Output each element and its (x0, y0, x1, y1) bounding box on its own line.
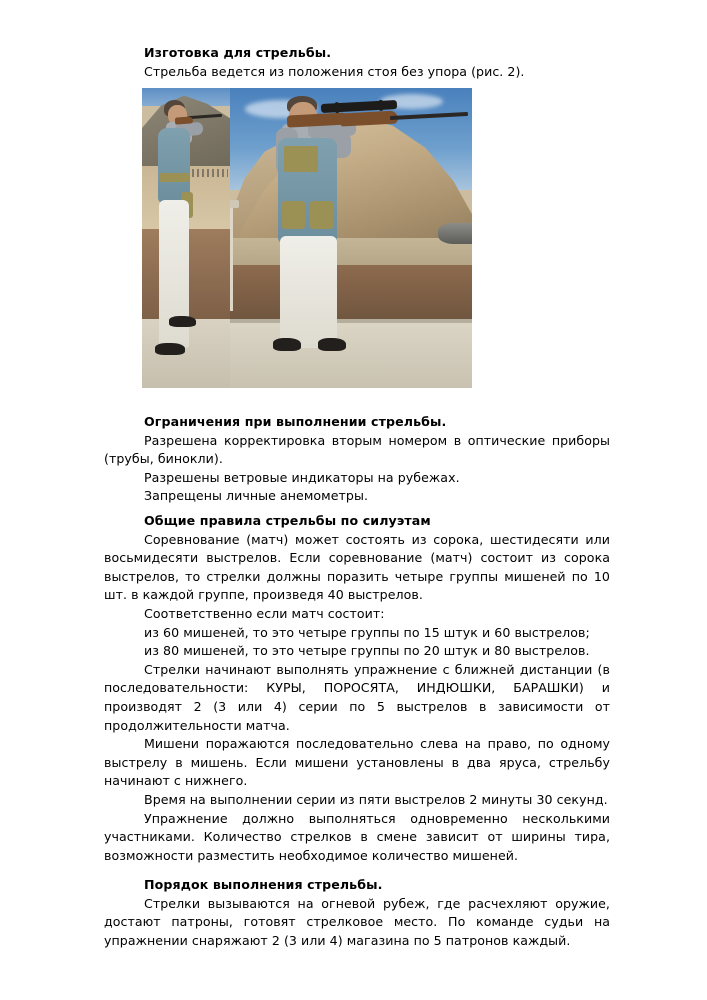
heading-shooting-position: Изготовка для стрельбы. (144, 45, 332, 60)
paragraph-general-rules-4: из 80 мишеней, то это четыре группы по 20 штук и 80 выстрелов. (144, 643, 590, 659)
shooter-shoe-right (318, 338, 346, 351)
section-shooting-order (104, 876, 610, 950)
section-restrictions (104, 413, 610, 506)
paragraph-general-rules-6: Мишени поражаются последовательно слева на право, по одному выстрелу в мишень. Если мишени установлены в два яруса, стрельбу начинают с нижнего. (104, 736, 610, 789)
shooter-vest-patch-upper (284, 146, 318, 172)
heading-restrictions: Ограничения при выполнении стрельбы. (144, 414, 447, 429)
paragraph-general-rules-7: Время на выполнении серии из пяти выстрелов 2 минуты 30 секунд. (144, 791, 608, 807)
range-post-top (230, 200, 239, 208)
paragraph-restrictions-3: Запрещены личные анемометры. (144, 488, 368, 504)
shooter-vest-pocket-left (282, 201, 305, 229)
section-shooting-position (104, 44, 610, 81)
paragraph-shooting-position-1: Стрельба ведется из положения стоя без упора (рис. 2). (144, 63, 525, 79)
heading-general-rules: Общие правила стрельбы по силуэтам (144, 513, 431, 528)
shooter-pants (280, 236, 337, 348)
paragraph-general-rules-5: Стрелки начинают выполнять упражнение с ближней дистанции (в последовательности: КУРЫ, ПОРОСЯТА, ИНДЮШКИ, БАРАШКИ) и производят 2 (3 или 4) серии по 5 выстрелов в зависимости от продолжительности матча. (104, 661, 610, 733)
shooter-shoe-rear (155, 343, 185, 355)
paragraph-shooting-order-1: Стрелки вызываются на огневой рубеж, где расчехляют оружие, достают патроны, готовят стрелковое место. По команде судьи на упражнении снаряжают 2 (3 или 4) магазина по 5 патронов каждый. (104, 895, 610, 948)
shooter-vest-pocket-right (310, 201, 333, 229)
barrel-object (438, 223, 472, 244)
range-post (230, 206, 233, 311)
photo-shooter-front-view (230, 88, 472, 388)
photo-pair (142, 88, 472, 388)
paragraph-general-rules-3: из 60 мишеней, то это четыре группы по 15 штук и 60 выстрелов; (144, 624, 590, 640)
paragraph-general-rules-8: Упражнение должно выполняться одновременно несколькими участниками. Количество стрелков в смене зависит от ширины тира, возможности разместить необходимое количество мишеней. (104, 810, 610, 863)
photo-shooter-side-view (142, 88, 230, 388)
rifle-stock (175, 116, 193, 124)
section-general-rules (104, 512, 610, 865)
figure-shooting-stance-photos (142, 88, 472, 388)
paragraph-restrictions-2: Разрешены ветровые индикаторы на рубежах. (144, 469, 460, 485)
paragraph-general-rules-1: Соревнование (матч) может состоять из сорока, шестидесяти или восьмидесяти выстрелов. Если соревнование (матч) состоит из сорока выстрелов, то стрелки должны поразить четыре группы мишеней по 10 шт. в каждой группе, произведя 40 выстрелов. (104, 531, 610, 603)
shooter-vest-patch (159, 173, 189, 182)
paragraph-general-rules-2: Соответственно если матч состоит: (144, 605, 385, 621)
paragraph-restrictions-1: Разрешена корректировка вторым номером в оптические приборы (трубы, бинокли). (104, 432, 610, 467)
dirt-foreground-region (230, 265, 472, 325)
shooter-shoe-front (169, 316, 196, 327)
shooter-shoe-left (273, 338, 301, 351)
concrete-pad-region (230, 319, 472, 388)
heading-shooting-order: Порядок выполнения стрельбы. (144, 877, 383, 892)
